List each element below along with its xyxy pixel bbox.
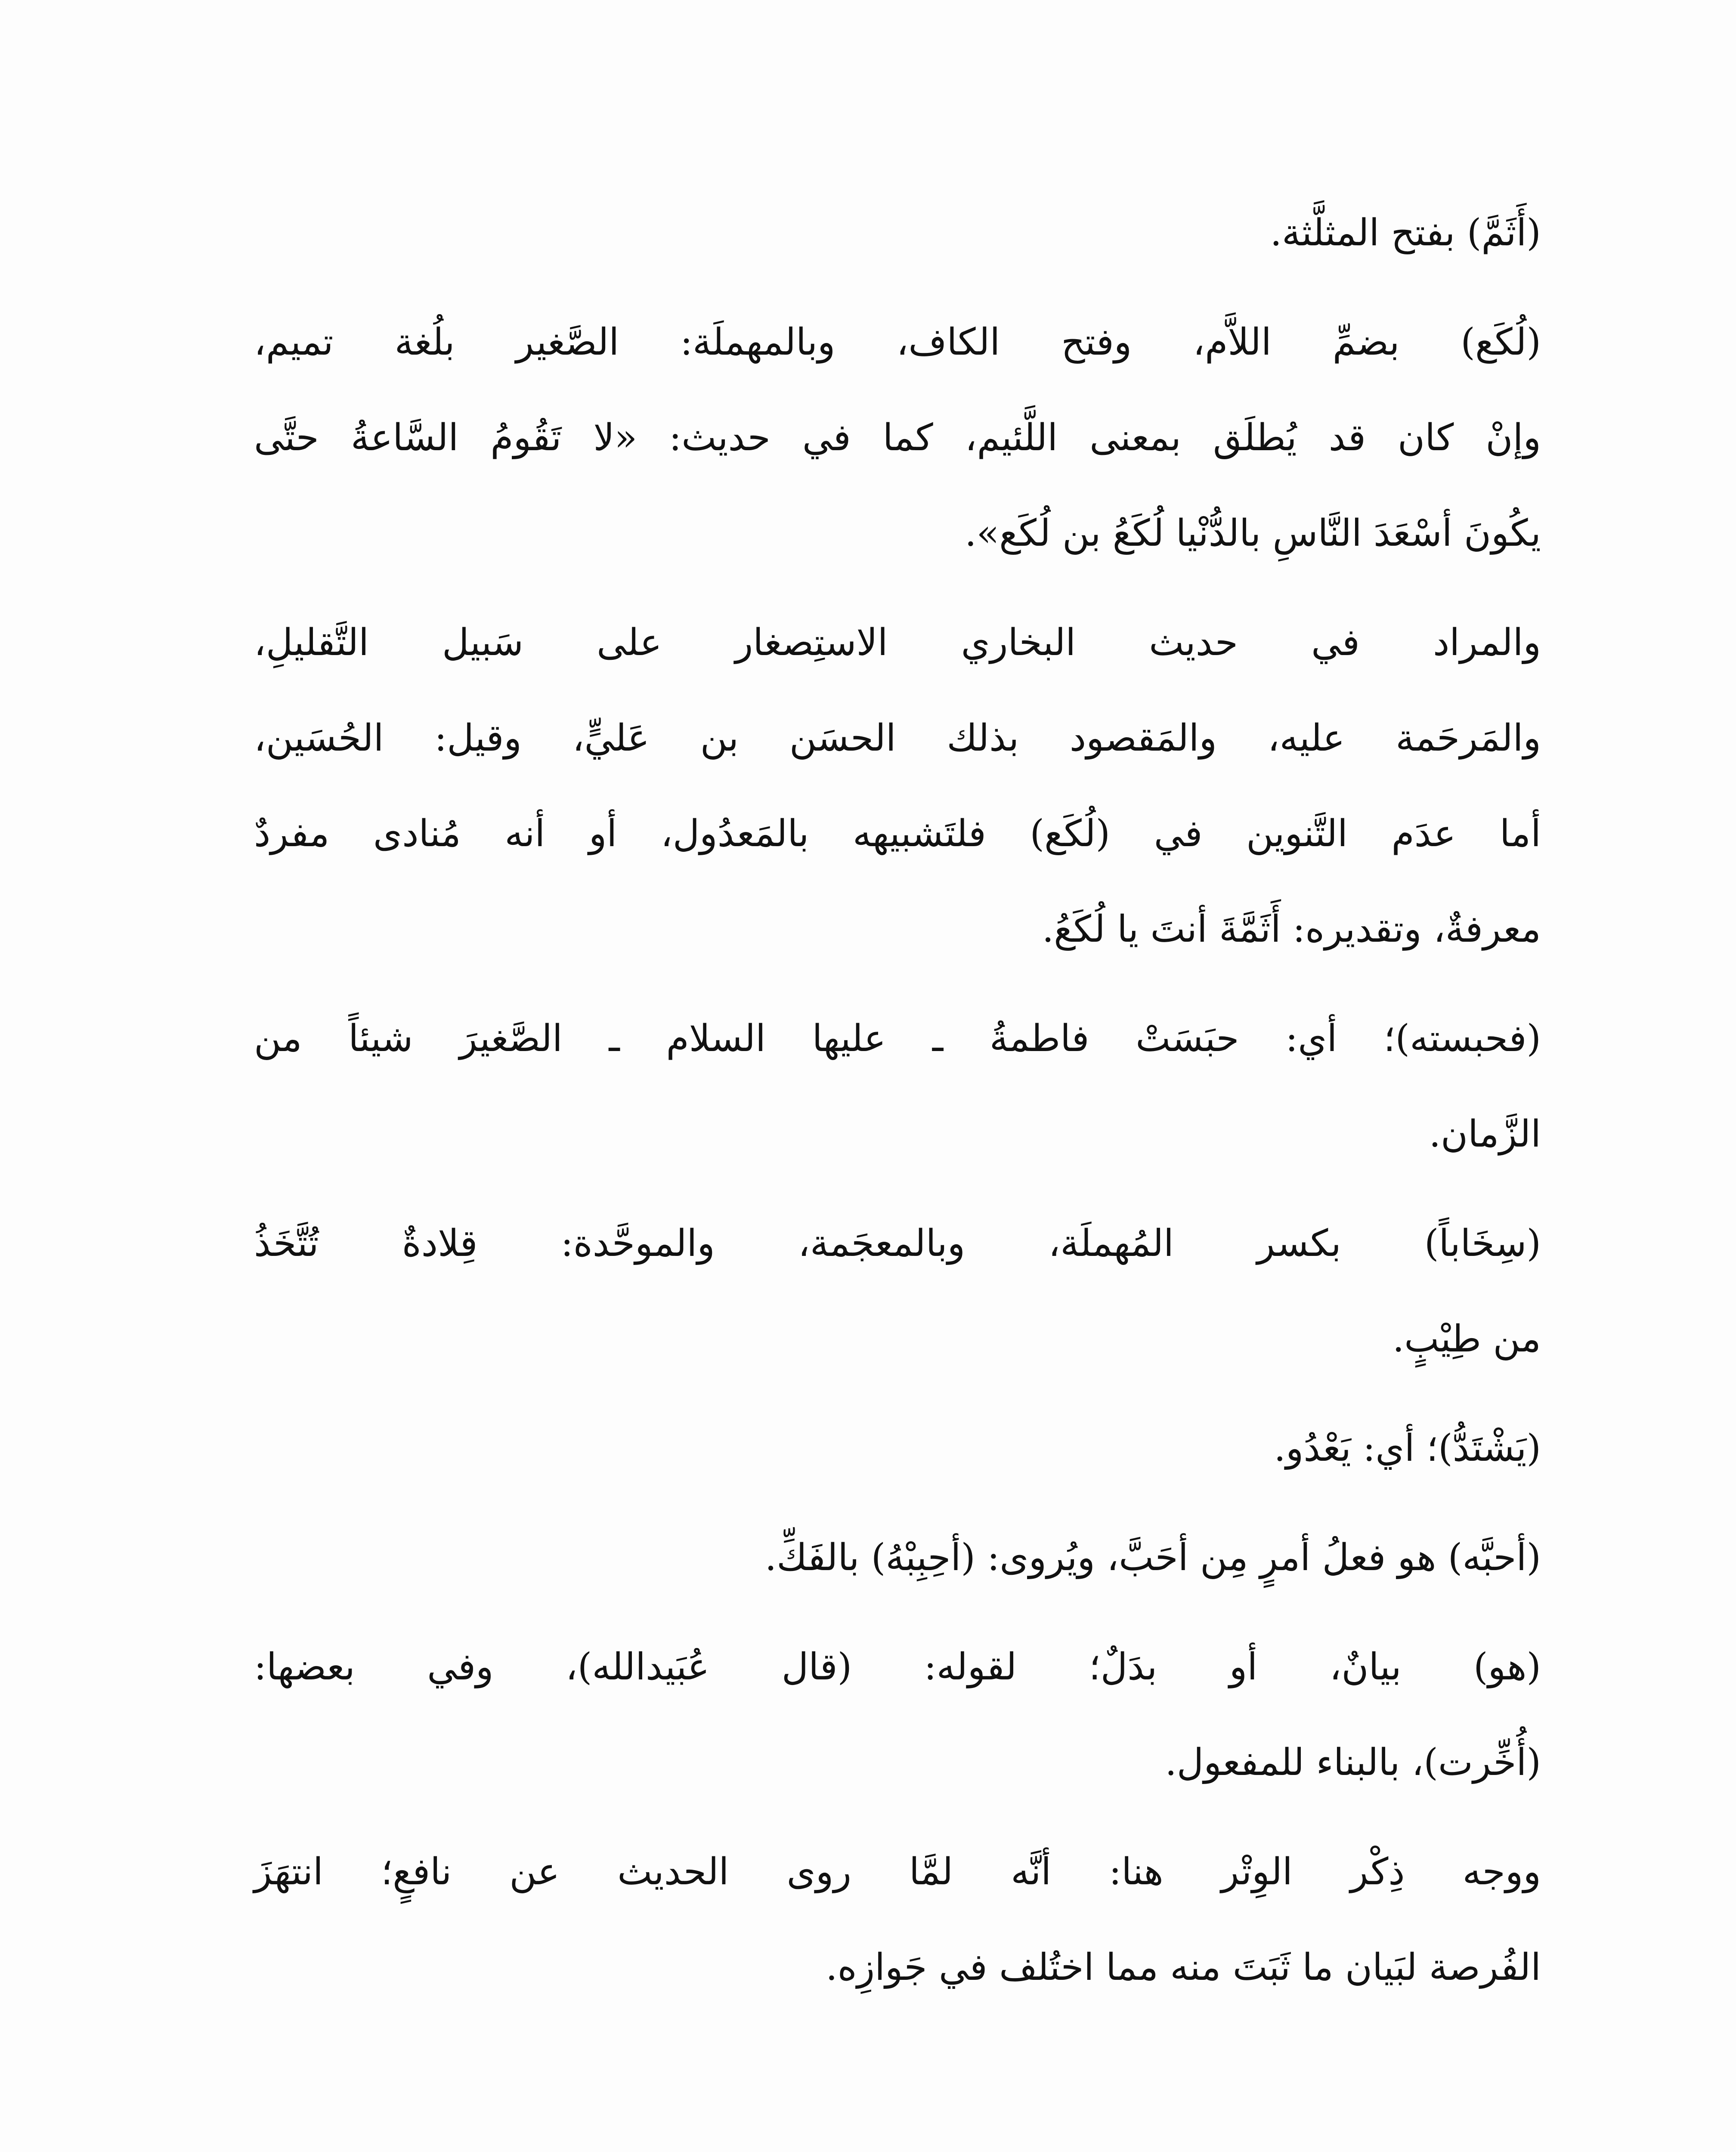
- text-line: والمَرحَمة عليه، والمَقصود بذلك الحسَن بن عَليٍّ، وقيل: الحُسَين،: [254, 717, 1541, 760]
- text-line: وإنْ كان قد يُطلَق بمعنى اللَّئيم، كما في حديث: «لا تَقُومُ السَّاعةُ حتَّى: [254, 416, 1541, 459]
- text-line: أما عدَم التَّنوين في (لُكَع) فلتَشبيهه بالمَعدُول، أو أنه مُنادى مفردٌ: [254, 812, 1541, 855]
- paragraph: [254, 1824, 1541, 2015]
- text-line: (لُكَع) بضمِّ اللاَّم، وفتح الكاف، وبالمهملَة: الصَّغير بلُغة تميم،: [254, 321, 1541, 364]
- text-line: (سِخَاباً) بكسر المُهملَة، وبالمعجَمة، والموحَّدة: قِلادةٌ تُتَّخَذُ: [254, 1222, 1541, 1265]
- text-line: والمراد في حديث البخاري الاستِصغار على سَبيل التَّقليلِ،: [254, 621, 1541, 664]
- text-line: ووجه ذِكْر الوِتْر هنا: أنَّه لمَّا روى الحديث عن نافعٍ؛ انتهَزَ: [254, 1850, 1541, 1893]
- paragraph: [254, 294, 1541, 581]
- text-line: (أحبَّه) هو فعلُ أمرٍ مِن أحَبَّ، ويُروى: (أحِبِبْهُ) بالفَكِّ.: [764, 1536, 1541, 1579]
- paragraph: [254, 185, 1541, 281]
- paragraph: [254, 1401, 1541, 1496]
- page-body: [254, 185, 1541, 2029]
- text-line: (أَثَمَّ) بفتح المثلَّثة.: [1270, 211, 1541, 254]
- text-line: الزَّمان.: [1429, 1113, 1541, 1156]
- text-line: (فحبسته)؛ أي: حبَسَتْ فاطمةُ ـ عليها السلام ـ الصَّغيرَ شيئاً من: [254, 1017, 1541, 1060]
- text-line: الفُرصة لبَيان ما ثَبَتَ منه مما اختُلف في جَوازِه.: [826, 1946, 1541, 1989]
- text-line: من طِيْبٍ.: [1392, 1317, 1541, 1360]
- text-line: معرفةٌ، وتقديره: أَثَمَّةَ أنتَ يا لُكَعُ.: [1042, 908, 1541, 951]
- paragraph: [254, 1196, 1541, 1387]
- text-line: يكُونَ أسْعَدَ النَّاسِ بالدُّنْيا لُكَعُ بن لُكَع».: [965, 512, 1541, 555]
- text-line: (يَشْتَدُّ)؛ أي: يَعْدُو.: [1274, 1427, 1541, 1470]
- text-line: (هو) بيانٌ، أو بدَلٌ؛ لقوله: (قال عُبَيدالله)، وفي بعضها:: [254, 1645, 1541, 1688]
- paragraph: [254, 1510, 1541, 1605]
- paragraph: [254, 1619, 1541, 1810]
- paragraph: [254, 595, 1541, 977]
- paragraph: [254, 991, 1541, 1182]
- text-line: (أُخِّرت)، بالبناء للمفعول.: [1165, 1741, 1541, 1784]
